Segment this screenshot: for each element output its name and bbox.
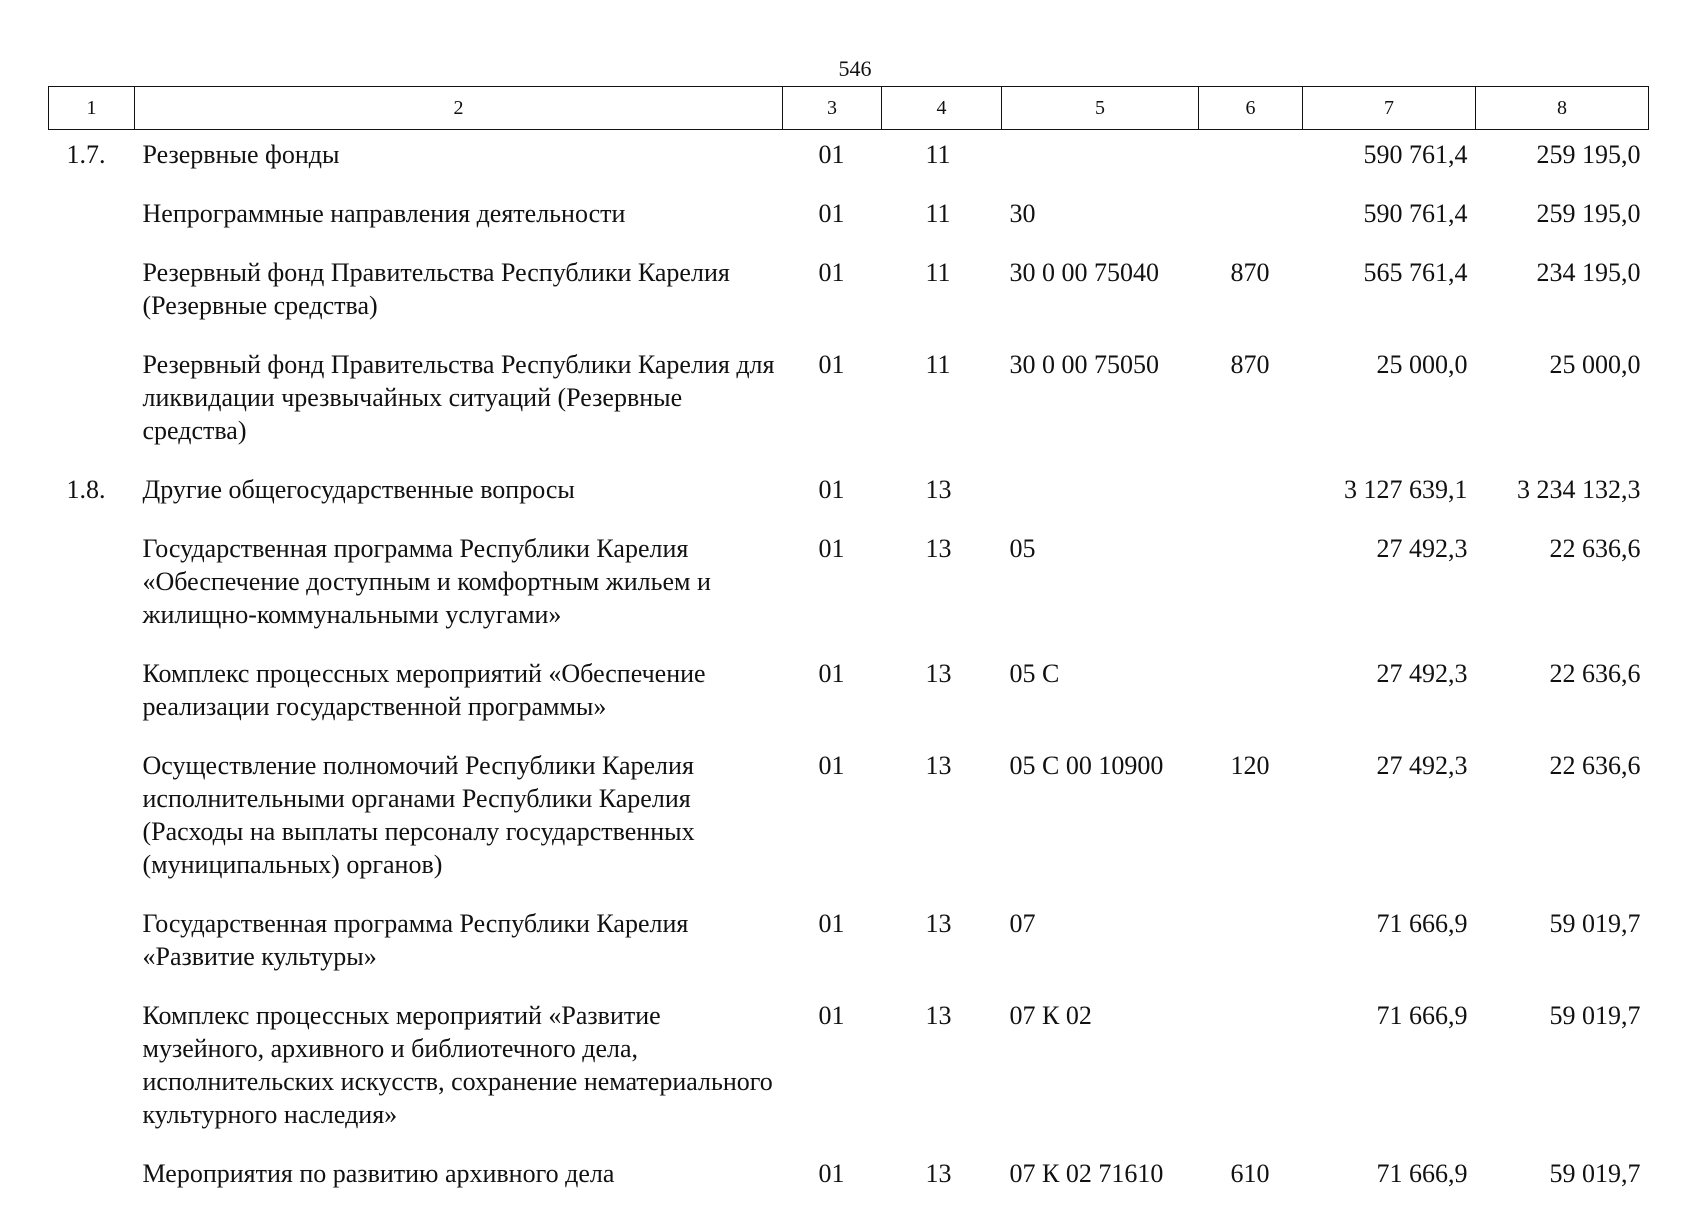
target-article-code: 05 [1009,534,1036,563]
subsection-code: 11 [925,199,951,228]
target-article-code: 07 К 02 [1009,1001,1092,1030]
subsection-code: 11 [925,140,951,169]
target-article-code: 07 К 02 71610 [1009,1159,1164,1188]
column-header: 2 [135,87,783,130]
amount-year-2: 259 195,0 [1536,140,1641,169]
row-name: Непрограммные направления деятельности [142,199,626,228]
target-article-code: 05 С 00 10900 [1009,751,1164,780]
amount-year-1: 27 492,3 [1376,659,1468,688]
column-header: 6 [1199,87,1303,130]
subsection-code: 13 [925,909,952,938]
section-code: 01 [818,659,845,688]
amount-year-2: 59 019,7 [1549,1159,1641,1188]
expense-type-code [1199,647,1303,739]
amount-year-2: 59 019,7 [1549,909,1641,938]
section-code: 01 [818,909,845,938]
row-number [49,739,135,897]
amount-year-1: 71 666,9 [1376,1001,1468,1030]
column-header: 5 [1002,87,1199,130]
amount-year-1: 25 000,0 [1376,350,1468,379]
row-number [49,897,135,989]
expense-type-code [1199,187,1303,246]
amount-year-2: 234 195,0 [1536,258,1641,287]
section-code: 01 [818,1001,845,1030]
subsection-code: 13 [925,1159,952,1188]
table-row [49,989,1649,1147]
target-article-code [1002,463,1199,522]
section-code: 01 [818,199,845,228]
expense-type-code [1199,989,1303,1147]
amount-year-1: 590 761,4 [1363,199,1468,228]
target-article-code: 30 0 00 75040 [1009,258,1159,287]
expense-type-code [1199,897,1303,989]
table-row [49,897,1649,989]
table-row [49,522,1649,647]
section-code: 01 [818,534,845,563]
subsection-code: 13 [925,475,952,504]
table-row [49,338,1649,463]
header-row [49,87,1649,130]
amount-year-2: 25 000,0 [1549,350,1641,379]
amount-year-2: 3 234 132,3 [1517,475,1641,504]
amount-year-1: 3 127 639,1 [1344,475,1468,504]
row-number [49,522,135,647]
target-article-code: 07 [1009,909,1036,938]
row-number: 1.7. [66,140,106,169]
table-row [49,130,1649,188]
target-article-code: 30 0 00 75050 [1009,350,1159,379]
row-number [49,989,135,1147]
amount-year-2: 22 636,6 [1549,751,1641,780]
subsection-code: 13 [925,534,952,563]
column-header: 8 [1476,87,1649,130]
table-row [49,246,1649,338]
row-name: Резервный фонд Правительства Республики Карелия (Резервные средства) [142,258,730,320]
row-number [49,647,135,739]
row-number: 1.8. [66,475,106,504]
subsection-code: 11 [925,350,951,379]
column-header: 4 [882,87,1002,130]
table-row [49,1147,1649,1206]
column-header: 3 [783,87,882,130]
page-number: 546 [838,56,872,81]
expense-type-code: 610 [1230,1159,1270,1188]
section-code: 01 [818,258,845,287]
row-name: Резервный фонд Правительства Республики Карелия для ликвидации чрезвычайных ситуаций (Резервные средства) [142,350,775,445]
row-name: Осуществление полномочий Республики Карелия исполнительными органами Республики Карелия (Расходы на выплаты персоналу государственных (муниципальных) органов) [142,751,695,879]
target-article-code: 30 [1009,199,1036,228]
section-code: 01 [818,475,845,504]
section-code: 01 [818,350,845,379]
amount-year-1: 27 492,3 [1376,751,1468,780]
table-row [49,647,1649,739]
row-name: Государственная программа Республики Карелия «Обеспечение доступным и комфортным жильем и жилищно-коммунальными услугами» [142,534,711,629]
amount-year-1: 71 666,9 [1376,1159,1468,1188]
amount-year-2: 59 019,7 [1549,1001,1641,1030]
row-number [49,187,135,246]
amount-year-1: 590 761,4 [1363,140,1468,169]
row-number [49,338,135,463]
section-code: 01 [818,1159,845,1188]
amount-year-1: 27 492,3 [1376,534,1468,563]
expense-type-code: 870 [1230,350,1270,379]
amount-year-1: 71 666,9 [1376,909,1468,938]
expense-type-code: 870 [1230,258,1270,287]
row-name: Мероприятия по развитию архивного дела [142,1159,615,1188]
subsection-code: 13 [925,751,952,780]
table-row [49,187,1649,246]
section-code: 01 [818,751,845,780]
row-name: Комплекс процессных мероприятий «Развитие музейного, архивного и библиотечного дела, исполнительских искусств, сохранение нематериального культурного наследия» [142,1001,773,1129]
subsection-code: 13 [925,1001,952,1030]
column-header: 1 [49,87,135,130]
row-name: Резервные фонды [142,140,340,169]
table-row [49,463,1649,522]
amount-year-2: 259 195,0 [1536,199,1641,228]
expense-type-code [1199,463,1303,522]
expense-type-code [1199,522,1303,647]
target-article-code: 05 С [1009,659,1060,688]
amount-year-2: 22 636,6 [1549,659,1641,688]
row-name: Государственная программа Республики Карелия «Развитие культуры» [142,909,689,971]
row-number [49,246,135,338]
table-row [49,739,1649,897]
row-name: Другие общегосударственные вопросы [142,475,575,504]
row-name: Комплекс процессных мероприятий «Обеспечение реализации государственной программы» [142,659,706,721]
target-article-code [1002,130,1199,188]
budget-table [48,86,1649,1206]
expense-type-code [1199,130,1303,188]
section-code: 01 [818,140,845,169]
column-header: 7 [1303,87,1476,130]
amount-year-2: 22 636,6 [1549,534,1641,563]
row-number [49,1147,135,1206]
amount-year-1: 565 761,4 [1363,258,1468,287]
expense-type-code: 120 [1230,751,1270,780]
subsection-code: 11 [925,258,951,287]
subsection-code: 13 [925,659,952,688]
